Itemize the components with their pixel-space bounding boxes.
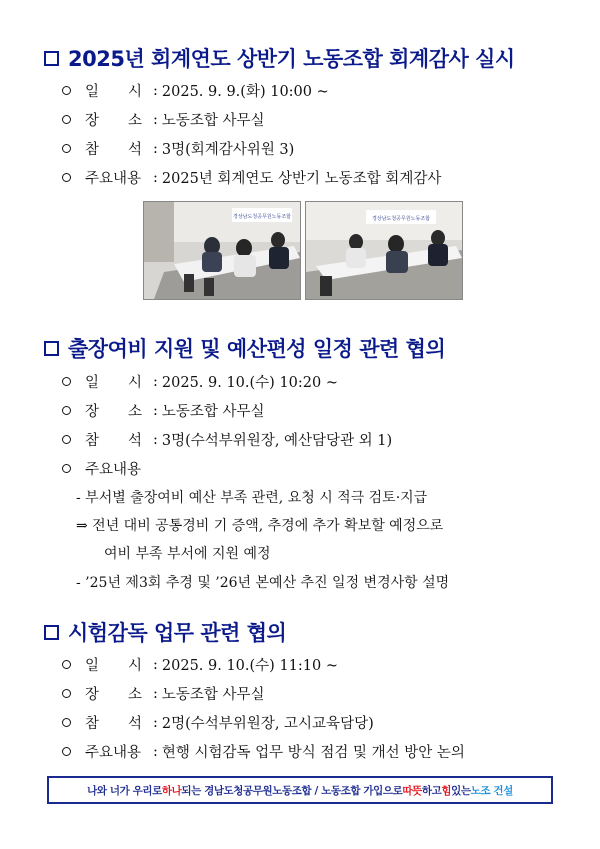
info-row-date: 일 시 : 2025. 9. 10.(수) 11:10 ~ (62, 654, 338, 675)
circle-bullet-icon (62, 173, 71, 182)
detail-line: 여비 부족 부서에 지원 예정 (104, 546, 271, 562)
slogan-part: 되는 경남도청공무원노동조합 / 노동조합 가입으로 (181, 784, 403, 797)
circle-bullet-icon (62, 718, 71, 727)
slogan-part: 있는 (451, 784, 471, 797)
meeting-photo-1 (143, 201, 301, 300)
row-label: 참 석 (85, 716, 143, 732)
section-title-1 (44, 43, 515, 73)
circle-bullet-icon (62, 689, 71, 698)
info-row-attendees: 참 석 : 2명(수석부위원장, 고시교육담당) (62, 712, 374, 733)
detail-line: - 부서별 출장여비 예산 부족 관련, 요청 시 적극 검토·지급 (76, 490, 428, 506)
checkbox-square-icon (44, 341, 59, 356)
circle-bullet-icon (62, 660, 71, 669)
info-row-attendees: 참 석 : 3명(수석부위원장, 예산담당관 외 1) (62, 429, 392, 450)
checkbox-square-icon (44, 51, 59, 66)
row-value: 2025. 9. 9.(화) 10:00 ~ (161, 84, 329, 100)
info-row-content: 주요내용 : 현행 시험감독 업무 방식 점검 및 개선 방안 논의 (62, 741, 465, 762)
info-row-place: 장 소 : 노동조합 사무실 (62, 109, 265, 130)
info-row-attendees: 참 석 : 3명(회계감사위원 3) (62, 138, 294, 159)
slogan-highlight: 힘 (441, 784, 452, 797)
row-value: 노동조합 사무실 (161, 687, 265, 703)
row-value: 노동조합 사무실 (161, 113, 265, 129)
row-value: 2025. 9. 10.(수) 10:20 ~ (161, 375, 338, 391)
info-row-place: 장 소 : 노동조합 사무실 (62, 400, 265, 421)
row-label: 주요내용 (85, 745, 142, 761)
circle-bullet-icon (62, 406, 71, 415)
circle-bullet-icon (62, 464, 71, 473)
row-label: 장 소 (85, 404, 143, 420)
slogan-part: 나와 너가 우리로 (87, 784, 162, 797)
circle-bullet-icon (62, 144, 71, 153)
circle-bullet-icon (62, 435, 71, 444)
row-value: 3명(회계감사위원 3) (161, 142, 295, 158)
info-row-content (62, 458, 153, 479)
section-title-text: 출장여비 지원 및 예산편성 일정 관련 협의 (68, 337, 446, 361)
circle-bullet-icon (62, 86, 71, 95)
row-label: 주요내용 (85, 171, 142, 187)
photo-banner-text: 경상남도청공무원노동조합 (233, 214, 291, 220)
slogan-banner (47, 776, 553, 804)
info-row-place: 장 소 : 노동조합 사무실 (62, 683, 265, 704)
slogan-highlight: 노조 건설 (470, 784, 513, 797)
info-row-date: 일 시 : 2025. 9. 10.(수) 10:20 ~ (62, 371, 338, 392)
slogan-highlight: 따뜻 (402, 784, 422, 797)
row-label: 장 소 (85, 113, 143, 129)
detail-line: - ’25년 제3회 추경 및 ’26년 본예산 추진 일정 변경사항 설명 (76, 575, 450, 591)
row-label: 장 소 (85, 687, 143, 703)
circle-bullet-icon (62, 747, 71, 756)
row-label: 일 시 (85, 658, 143, 674)
slogan-highlight: 하나 (161, 784, 182, 797)
section-title-2 (44, 333, 445, 363)
circle-bullet-icon (62, 115, 71, 124)
circle-bullet-icon (62, 377, 71, 386)
meeting-photo-2 (305, 201, 463, 300)
section-title-text: 2025년 회계연도 상반기 노동조합 회계감사 실시 (68, 47, 515, 71)
row-label: 일 시 (85, 375, 143, 391)
row-label: 일 시 (85, 84, 143, 100)
row-value: 현행 시험감독 업무 방식 점검 및 개선 방안 논의 (161, 745, 465, 761)
row-value: 노동조합 사무실 (161, 404, 265, 420)
checkbox-square-icon (44, 625, 59, 640)
slogan-part: 하고 (421, 784, 442, 797)
section-title-3 (44, 617, 286, 647)
row-value: 2025년 회계연도 상반기 노동조합 회계감사 (161, 171, 442, 187)
row-value: 2명(수석부위원장, 고시교육담당) (161, 716, 374, 732)
detail-line: ⇒ 전년 대비 공통경비 기 증액, 추경에 추가 확보할 예정으로 (76, 518, 444, 534)
row-label: 참 석 (85, 433, 143, 449)
row-value: 3명(수석부위원장, 예산담당관 외 1) (161, 433, 393, 449)
row-label: 참 석 (85, 142, 143, 158)
section-title-text: 시험감독 업무 관련 협의 (68, 621, 287, 645)
info-row-content: 주요내용 : 2025년 회계연도 상반기 노동조합 회계감사 (62, 167, 441, 188)
photo-banner-text: 경상남도청공무원노동조합 (372, 216, 430, 222)
row-label: 주요내용 (85, 462, 142, 478)
info-row-date: 일 시 : 2025. 9. 9.(화) 10:00 ~ (62, 80, 329, 101)
row-value: 2025. 9. 10.(수) 11:10 ~ (161, 658, 338, 674)
